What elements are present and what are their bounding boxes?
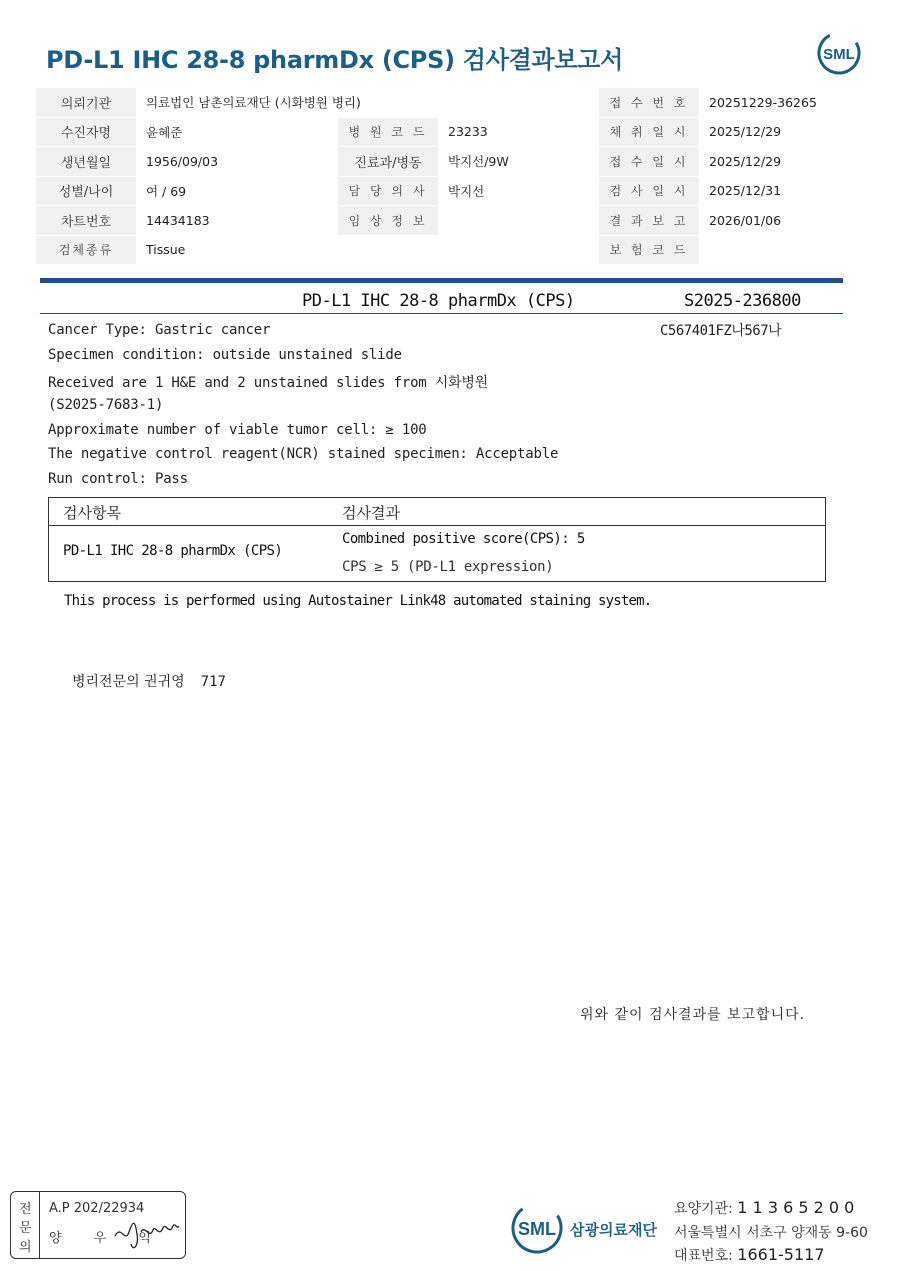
- inst-code-label: 요양기관:: [674, 1201, 733, 1217]
- birth-label: 생년월일: [36, 147, 136, 177]
- stamp-char: 의: [19, 1240, 32, 1255]
- hospital-code-label: 병 원 코 드: [338, 117, 438, 147]
- column-header-result: 검사결과: [342, 504, 400, 522]
- chart-value: 14434183: [136, 206, 338, 236]
- hospital-code-value: 23233: [438, 117, 599, 147]
- collection-date-value: 2025/12/29: [699, 117, 864, 147]
- receipt-date-label: 접 수 일 시: [599, 147, 699, 177]
- title-underline: [40, 313, 843, 314]
- pathologist-number: 717: [200, 674, 226, 690]
- column-header-item: 검사항목: [63, 504, 121, 522]
- clinical-value: [438, 206, 599, 236]
- insurance-label: 보 험 코 드: [599, 235, 699, 265]
- result-interpretation: CPS ≥ 5 (PD-L1 expression): [342, 559, 554, 575]
- doctor-label: 담 당 의 사: [338, 176, 438, 206]
- dept-label: 진료과/병동: [338, 147, 438, 177]
- closing-statement: 위와 같이 검사결과를 보고합니다.: [580, 1007, 806, 1023]
- report-line: The negative control reagent(NCR) stained specimen: Acceptable: [48, 446, 559, 462]
- exam-date-label: 검 사 일 시: [599, 176, 699, 206]
- recipient-value: 윤혜준: [136, 117, 338, 147]
- chart-label: 차트번호: [36, 206, 136, 236]
- report-line: Received are 1 H&E and 2 unstained slides from 시화병원: [48, 375, 489, 391]
- signature-icon: [111, 1214, 181, 1254]
- stamp-ap-number: A.P 202/22934: [49, 1201, 145, 1216]
- test-title: PD-L1 IHC 28-8 pharmDx (CPS): [302, 291, 575, 311]
- info-row: [36, 117, 864, 147]
- sml-footer-logo: [510, 1201, 564, 1255]
- pathologist-line: [72, 671, 226, 691]
- receipt-no-label: 접 수 번 호: [599, 88, 699, 117]
- sex-age-value: 여 / 69: [136, 176, 338, 206]
- inst-code-value: 1 1 3 6 5 2 0 0: [737, 1198, 855, 1217]
- result-cps: Combined positive score(CPS): 5: [342, 531, 585, 547]
- report-title: PD-L1 IHC 28-8 pharmDx (CPS) 검사결과보고서: [46, 46, 623, 74]
- info-row: [36, 206, 864, 236]
- birth-value: 1956/09/03: [136, 147, 338, 177]
- phone-label: 대표번호:: [674, 1248, 733, 1264]
- footer-org-name: 삼광의료재단: [570, 1221, 657, 1239]
- sex-age-label: 성별/나이: [36, 176, 136, 206]
- info-row: [36, 88, 864, 117]
- report-date-label: 결 과 보 고: [599, 206, 699, 236]
- info-row: [36, 176, 864, 206]
- exam-date-value: 2025/12/31: [699, 176, 864, 206]
- footer-address: 서울특별시 서초구 양재동 9-60: [674, 1225, 868, 1241]
- patient-info-table: [36, 88, 864, 265]
- phone-value: 1661-5117: [737, 1245, 825, 1264]
- specialist-stamp: [10, 1191, 186, 1259]
- sml-logo: [816, 30, 862, 76]
- stamp-name: 양 우 익: [49, 1231, 165, 1246]
- result-table: [48, 497, 826, 582]
- stamp-char: 전: [19, 1202, 32, 1217]
- report-date-value: 2026/01/06: [699, 206, 864, 236]
- doctor-value: 박지선: [438, 176, 599, 206]
- report-code: C567401FZ나567나: [660, 323, 782, 339]
- test-item: PD-L1 IHC 28-8 pharmDx (CPS): [63, 543, 283, 559]
- specimen-label: 검체종류: [36, 235, 136, 265]
- report-line: Specimen condition: outside unstained slide: [48, 347, 402, 363]
- dept-value: 박지선/9W: [438, 147, 599, 177]
- report-line: Cancer Type: Gastric cancer: [48, 322, 271, 338]
- svg-text:SML: SML: [518, 1219, 556, 1239]
- institution-label: 의뢰기관: [36, 88, 136, 117]
- info-row: [36, 147, 864, 177]
- collection-date-label: 채 취 일 시: [599, 117, 699, 147]
- receipt-date-value: 2025/12/29: [699, 147, 864, 177]
- report-number: S2025-236800: [684, 291, 801, 311]
- receipt-no-value: 20251229-36265: [699, 88, 864, 117]
- footer-inst-code: [674, 1198, 854, 1218]
- section-divider: [40, 278, 843, 283]
- info-row: [36, 235, 864, 265]
- process-note: This process is performed using Autostainer Link48 automated staining system.: [64, 593, 652, 609]
- institution-value: 의료법인 남촌의료재단 (시화병원 병리): [136, 88, 599, 117]
- clinical-label: 임 상 정 보: [338, 206, 438, 236]
- pathologist-name: 병리전문의 권귀영: [72, 674, 185, 690]
- header-divider: [49, 525, 825, 526]
- stamp-char: 문: [19, 1221, 32, 1236]
- insurance-value: [699, 235, 864, 265]
- report-line: Approximate number of viable tumor cell: ≥ 100: [48, 422, 427, 438]
- recipient-label: 수진자명: [36, 117, 136, 147]
- stamp-side: [11, 1192, 40, 1258]
- report-line: Run control: Pass: [48, 471, 188, 487]
- specimen-value: Tissue: [136, 235, 338, 265]
- footer-phone: [674, 1245, 825, 1265]
- report-line: (S2025-7683-1): [48, 397, 164, 413]
- svg-text:SML: SML: [823, 46, 855, 63]
